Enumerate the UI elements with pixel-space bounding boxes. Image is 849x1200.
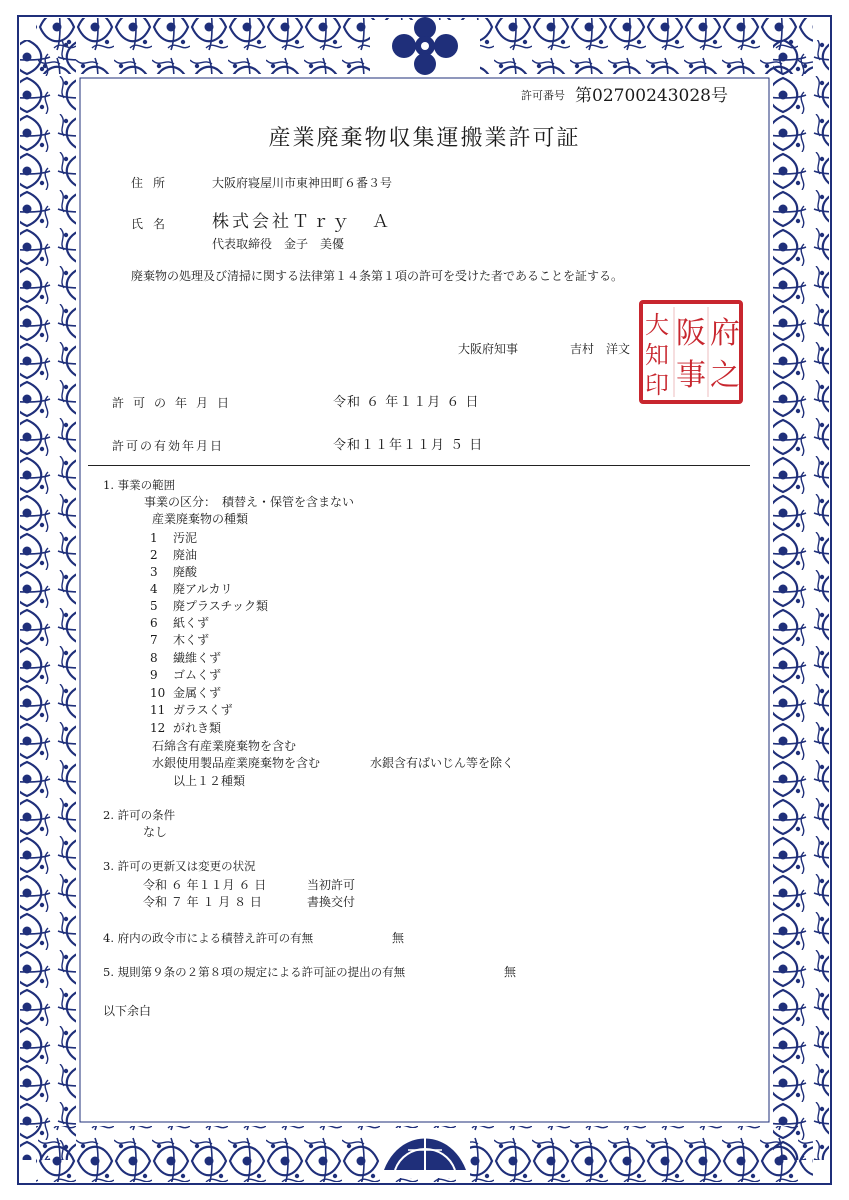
waste-name: 紙くず	[173, 616, 210, 630]
prefecture-emblem-icon	[370, 17, 480, 76]
waste-no: 12	[150, 721, 166, 735]
waste-name: 廃酸	[173, 565, 198, 579]
waste-total: 以上１２種類	[173, 774, 246, 788]
bottom-ornament-icon	[380, 1128, 470, 1178]
history-event: 書換交付	[307, 895, 356, 909]
permit-number	[521, 88, 728, 104]
section5-heading: 5. 規則第９条の２第８項の規定による許可証の提出の有無	[103, 965, 406, 979]
permit-number-label: 許可番号	[521, 89, 565, 102]
issued-date-value: 令和 ６ 年１１月 ６ 日	[333, 395, 480, 410]
seal-char-7: 印	[645, 371, 669, 399]
waste-no: 8	[150, 651, 158, 665]
mercury-note: 水銀使用製品産業廃棄物を含む	[152, 756, 321, 770]
waste-no: 10	[150, 686, 166, 700]
divider	[88, 465, 750, 466]
section4-value: 無	[392, 931, 405, 945]
history-event: 当初許可	[307, 878, 356, 892]
seal-char-5: 事	[676, 358, 706, 393]
waste-no: 11	[150, 703, 166, 717]
waste-no: 3	[150, 565, 158, 579]
waste-name: 金属くず	[173, 686, 222, 700]
company-name: 株式会社Ｔｒｙ Ａ	[212, 212, 392, 232]
issuer-title: 大阪府知事	[458, 342, 519, 356]
waste-name: がれき類	[173, 721, 222, 735]
issued-date-label: 許可の年月日	[112, 396, 239, 410]
section1-heading: 1. 事業の範囲	[103, 478, 176, 492]
waste-name: 繊維くず	[173, 651, 222, 665]
history-date: 令和 ７ 年 １ 月 ８ 日	[143, 895, 262, 909]
section4-heading: 4. 府内の政令市による積替え許可の有無	[103, 931, 314, 945]
waste-no: 6	[150, 616, 158, 630]
waste-no: 9	[150, 668, 158, 682]
waste-types-heading: 産業廃棄物の種類	[152, 512, 249, 526]
waste-name: 木くず	[173, 633, 210, 647]
seal-char-4: 知	[645, 341, 669, 369]
waste-no: 5	[150, 599, 158, 613]
seal-char-1: 大	[645, 311, 669, 339]
seal-char-2: 阪	[676, 316, 706, 351]
waste-name: ガラスくず	[173, 703, 233, 717]
section5-value: 無	[504, 965, 517, 979]
mercury-exclusion-note: 水銀含有ばいじん等を除く	[370, 756, 515, 770]
certification-text: 廃棄物の処理及び清掃に関する法律第１４条第１項の許可を受けた者であることを証する。	[131, 269, 624, 283]
waste-no: 7	[150, 633, 158, 647]
official-seal-icon	[638, 299, 744, 405]
waste-no: 1	[150, 531, 158, 545]
asbestos-note: 石綿含有産業廃棄物を含む	[152, 739, 297, 753]
expiry-date-label: 許可の有効年月日	[112, 439, 225, 453]
waste-name: 廃アルカリ	[173, 582, 233, 596]
page-title: 産業廃棄物収集運搬業許可証	[268, 126, 581, 151]
address-value: 大阪府寝屋川市東神田町６番３号	[212, 176, 393, 190]
section2-value: なし	[143, 825, 168, 839]
representative-name: 代表取締役 金子 美優	[212, 237, 345, 251]
end-of-text: 以下余白	[103, 1004, 152, 1018]
address-label: 住所	[131, 176, 176, 190]
business-type: 事業の区分： 積替え・保管を含まない	[144, 495, 355, 509]
waste-no: 4	[150, 582, 158, 596]
waste-name: ゴムくず	[173, 668, 222, 682]
waste-name: 廃プラスチック類	[173, 599, 269, 613]
issuer-name: 吉村 洋文	[570, 342, 631, 356]
waste-no: 2	[150, 548, 158, 562]
name-label: 氏名	[131, 217, 176, 231]
permit-number-value: 第02700243028号	[575, 86, 728, 106]
seal-char-6: 之	[710, 358, 740, 393]
section2-heading: 2. 許可の条件	[103, 808, 176, 822]
seal-char-3: 府	[710, 316, 740, 351]
waste-name: 汚泥	[173, 531, 198, 545]
expiry-date-value: 令和１１年１１月 ５ 日	[333, 438, 484, 453]
waste-name: 廃油	[173, 548, 198, 562]
section3-heading: 3. 許可の更新又は変更の状況	[103, 859, 256, 873]
history-date: 令和 ６ 年１１月 ６ 日	[143, 878, 267, 892]
